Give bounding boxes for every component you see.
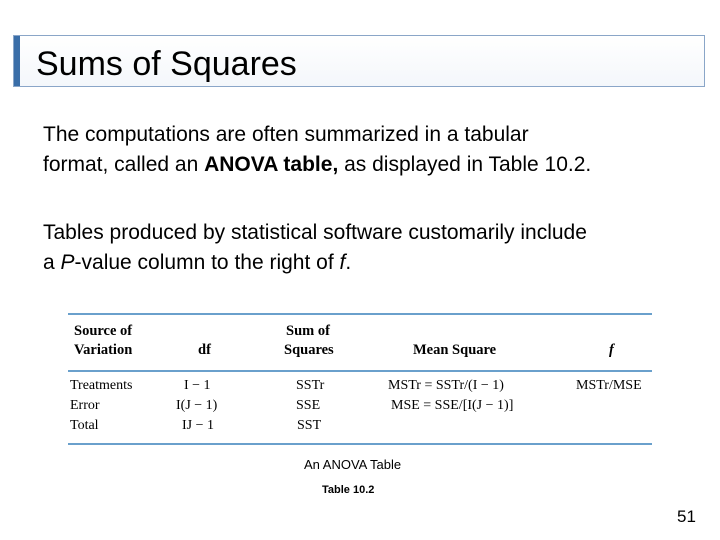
row-treatments-ss: SSTr	[296, 378, 325, 393]
header-source-line-2: Variation	[74, 342, 133, 358]
anova-table	[68, 310, 653, 450]
row-total-source: Total	[70, 418, 99, 433]
header-f: f	[609, 342, 614, 358]
header-df: df	[198, 342, 211, 358]
table-header-rule	[68, 370, 652, 372]
paragraph-2-text-a: a	[43, 251, 61, 274]
paragraph-2-text-c: .	[345, 251, 352, 274]
paragraph-2-line-1: Tables produced by statistical software customarily include	[43, 221, 587, 244]
anova-table-term: ANOVA table,	[204, 153, 339, 176]
row-treatments-f: MSTr/MSE	[576, 378, 642, 393]
table-top-rule	[68, 313, 652, 315]
title-bar	[13, 35, 705, 87]
paragraph-2-text-b: -value column to the right of	[74, 251, 340, 274]
paragraph-1	[43, 120, 683, 180]
row-total-df: IJ − 1	[182, 418, 215, 433]
table-caption: An ANOVA Table	[304, 457, 402, 472]
row-error-source: Error	[70, 398, 100, 413]
paragraph-1-text-a: format, called an	[43, 153, 205, 176]
row-treatments-ms: MSTr = SSTr/(I − 1)	[388, 378, 504, 393]
header-mean-square: Mean Square	[413, 342, 497, 358]
title-accent-bar	[14, 36, 20, 86]
row-error-ms: MSE = SSE/[I(J − 1)]	[391, 398, 514, 413]
header-ss-line-1: Sum of	[286, 323, 330, 339]
row-treatments-df: I − 1	[184, 378, 211, 393]
paragraph-1-line-1: The computations are often summarized in a tabular	[43, 123, 529, 146]
f-symbol: f	[339, 251, 346, 274]
p-symbol: P	[60, 251, 75, 274]
row-error-df: I(J − 1)	[176, 398, 218, 413]
paragraph-2	[43, 218, 683, 278]
table-bottom-rule	[68, 443, 652, 445]
paragraph-1-text-b: as displayed in Table 10.2.	[338, 153, 592, 176]
page-number: 51	[677, 507, 696, 526]
table-label: Table 10.2	[322, 484, 375, 496]
header-ss-line-2: Squares	[284, 342, 334, 358]
row-total-ss: SST	[297, 418, 322, 433]
header-source-line-1: Source of	[74, 323, 133, 339]
row-treatments-source: Treatments	[70, 378, 133, 393]
slide-title: Sums of Squares	[36, 45, 297, 83]
row-error-ss: SSE	[296, 398, 321, 413]
